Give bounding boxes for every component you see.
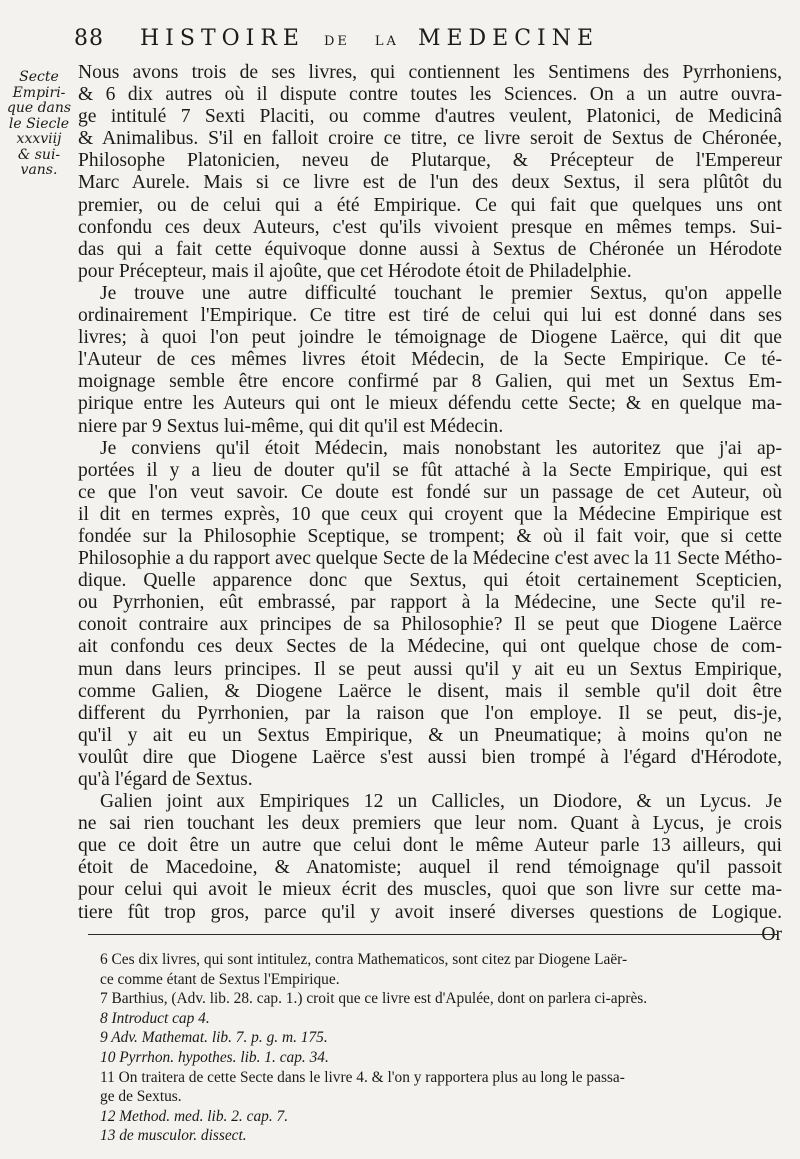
catchword: Or [761,923,782,945]
title-part-histoire: HISTOIRE [140,26,305,51]
text-line: qu'il y ait eu un Sextus Empirique, & un Pneumatique; à moins qu'on ne [78,724,782,746]
margin-note [4,70,74,179]
text-line: voulût dire que Diogene Laërce s'est aussi bien trompé à l'égard d'Hérodote, [78,746,782,768]
footnote-line: ce comme étant de Sextus l'Empirique. [100,970,340,988]
text-line: premier, ou de celui qui a été Empirique. Ce qui fait que quelques uns ont [78,194,782,216]
footnote-line: 9 Adv. Mathemat. lib. 7. p. g. m. 175. [100,1029,328,1047]
text-line: ordinairement l'Empirique. Ce titre est tiré de celui qui lui est donné dans ses [78,305,782,327]
text-line: & 6 dix autres où il dispute contre toutes les Sciences. On a un autre ouvra- [78,84,782,106]
footnote-line: ge de Sextus. [100,1088,182,1106]
text-line: conoit contraire aux principes de sa Philosophie? Il se peut que Diogene Laërce [78,614,782,636]
text-line: il dit en termes exprès, 10 que ceux qui croyent que la Médecine Empirique est [78,503,782,525]
footnote-line: 12 Method. med. lib. 2. cap. 7. [100,1107,289,1125]
title-de: DE [323,34,350,49]
text-line: Galien joint aux Empiriques 12 un Callicles, un Diodore, & un Lycus. Je [100,791,782,813]
text-line: tiere fût trop gros, parce qu'il y avoit inseré diverses questions de Logique. [78,901,782,923]
text-line: Marc Aurele. Mais si ce livre est de l'un des deux Sextus, il sera plûtôt du [78,172,782,194]
text-line: moignage semble être encore confirmé par 8 Galien, qui met un Sextus Em- [78,371,782,393]
footnote-line: 11 On traitera de cette Secte dans le livre 4. & l'on y rapportera plus au long le passa- [100,1068,625,1086]
text-line: pour Précepteur, mais il ajoûte, que cet Hérodote étoit de Philadelphie. [78,260,632,282]
text-line: pirique entre les Auteurs qui ont le mieux défendu cette Secte; & en quelque ma- [78,393,782,415]
text-line: Je conviens qu'il étoit Médecin, mais nonobstant les autoritez que j'ai ap- [100,437,782,459]
margin-note-line: le Siecle [8,115,70,132]
text-line: étoit de Macedoine, & Anatomiste; auquel il rend témoignage qu'il passoit [78,857,782,879]
margin-note-line: xxxviij [16,131,62,147]
margin-note-line: Empiri- [12,84,66,101]
margin-note-line: que dans [6,100,72,116]
running-header [74,26,774,60]
text-line: ou Pyrrhonien, eût embrassé, par rapport à la Médecine, une Secte qu'il re- [78,592,782,614]
text-line: pour celui qui avoit le mieux écrit des muscles, quoi que son livre sur cette ma- [78,879,782,901]
text-line: comme Galien, & Diogene Laërce le disent, mais il semble qu'il doit être [78,680,782,702]
footnote-rule [88,934,778,935]
text-line: das qui a fait cette équivoque donne aussi à Sextus de Chéronée un Hérodote [78,238,782,260]
text-line: ait confondu ces deux Sectes de la Médecine, qui ont quelque chose de com- [78,636,782,658]
text-line: l'Auteur de ces mêmes livres étoit Médecin, de la Secte Empirique. Ce té- [78,349,782,371]
footnote-line: 8 Introduct cap 4. [100,1009,210,1027]
text-line: que ce doit être un autre que celui dont le même Auteur parle 13 ailleurs, qui [78,835,782,857]
text-line: different du Pyrrhonien, par la raison que l'on employe. Il se peut, dis-je, [78,702,782,724]
text-line: niere par 9 Sextus lui-même, qui dit qu'il est Médecin. [78,415,504,437]
footnote-line: 13 de musculor. dissect. [100,1127,247,1145]
text-line: & Animalibus. S'il en falloit croire ce titre, ce livre seroit de Sextus de Chéronée, [78,128,782,150]
text-line: Philosophie a du rapport avec quelque Secte de la Médecine c'est avec la 11 Secte Métho- [78,548,783,570]
footnote-line: 6 Ces dix livres, qui sont intitulez, contra Mathematicos, sont citez par Diogene Laër- [100,951,628,968]
text-line: ne sai rien touchant les deux premiers que leur nom. Quant à Lycus, je crois [78,813,782,835]
title-part-medecine: MEDECINE [417,26,600,51]
text-line: qu'à l'égard de Sextus. [78,769,253,790]
text-line: dique. Quelle apparence donc que Sextus, qui étoit certainement Scepticien, [78,570,782,592]
text-line: portées il y a lieu de douter qu'il se fût attaché à la Secte Empirique, qui est [78,459,782,481]
title-la: LA [374,34,399,49]
text-line: Nous avons trois de ses livres, qui contiennent les Sentimens des Pyrrhoniens, [78,62,782,83]
footnote-line: 10 Pyrrhon. hypothes. lib. 1. cap. 34. [100,1048,329,1066]
text-line: fondée sur la Philosophie Sceptique, se trompent; & où il fait voir, que si cette [78,525,782,547]
footnote-line: 7 Barthius, (Adv. lib. 28. cap. 1.) croit que ce livre est d'Apulée, dont on parlera ci-après. [100,990,648,1008]
text-line: ge intitulé 7 Sexti Placiti, ou comme d'autres veulent, Platonici, de Medicinâ [78,106,782,128]
text-line: livres; à quoi l'on peut joindre le témoignage de Diogene Laërce, qui dit que [78,327,782,349]
margin-note-line: vans. [20,162,58,178]
text-line: mun dans leurs principes. Il se peut aussi qu'il y ait eu un Sextus Empirique, [78,658,782,680]
margin-note-line: Secte [19,69,59,85]
main-text [78,62,782,946]
page-number: 88 [74,26,104,51]
margin-note-line: & sui- [17,146,61,163]
text-line: ce que l'on veut savoir. Ce doute est fondé sur un passage de cet Auteur, où [78,481,782,503]
running-title [140,26,599,51]
text-line: Philosophe Platonicien, neveu de Plutarque, & Précepteur de l'Empereur [78,150,782,172]
footnotes [100,950,770,1146]
text-line: confondu ces deux Auteurs, c'est qu'ils vivoient presque en mêmes temps. Sui- [78,216,782,238]
text-line: Je trouve une autre difficulté touchant le premier Sextus, qu'on appelle [100,282,782,304]
